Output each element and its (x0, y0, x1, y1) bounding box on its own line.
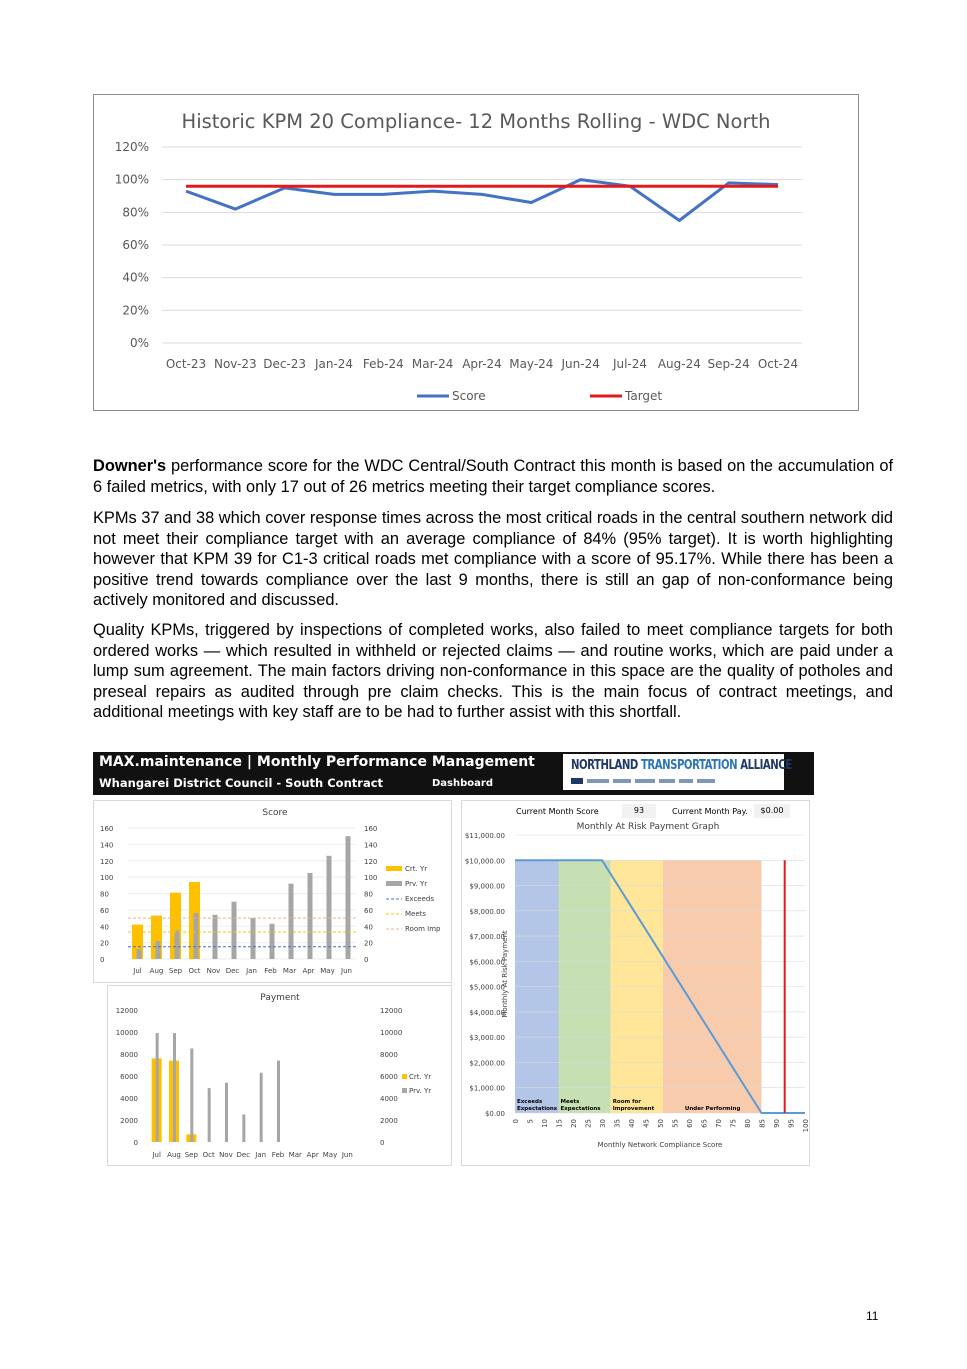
payment-bar-prvyr (260, 1073, 263, 1142)
payment-y-tick-left: 12000 (115, 1007, 138, 1015)
payment-y-tick-right: 6000 (380, 1073, 398, 1081)
payment-legend-swatch (402, 1074, 407, 1079)
score-x-tick: Aug (149, 967, 164, 975)
score-y-tick-left: 140 (100, 841, 114, 850)
score-y-tick-right: 60 (364, 906, 373, 915)
risk-x-tick: 80 (744, 1119, 752, 1128)
risk-x-tick: 60 (686, 1119, 694, 1128)
score-bar-prvyr (270, 924, 275, 959)
score-x-tick: Mar (282, 967, 297, 975)
score-legend-label: Meets (405, 910, 427, 918)
payment-legend-swatch (402, 1088, 407, 1093)
payment-x-tick: Apr (306, 1151, 319, 1159)
x-tick-label: May-24 (509, 357, 554, 371)
payment-y-tick-right: 2000 (380, 1117, 398, 1125)
risk-x-axis-label: Monthly Network Compliance Score (597, 1141, 723, 1149)
legend-label-score: Score (452, 389, 486, 403)
risk-x-tick: 20 (570, 1119, 578, 1128)
payment-bar-prvyr (156, 1033, 159, 1142)
dashboard-tag: Dashboard (432, 778, 493, 789)
risk-zone-label: Improvement (612, 1106, 655, 1112)
risk-x-tick: 50 (657, 1119, 665, 1128)
risk-y-tick: $0.00 (484, 1110, 505, 1118)
payment-x-tick: Feb (271, 1151, 285, 1159)
payment-bar-prvyr (225, 1083, 228, 1142)
risk-zone-label: Expectations (560, 1106, 601, 1112)
y-tick-label: 20% (122, 303, 149, 318)
x-tick-label: Sep-24 (707, 357, 750, 371)
score-panel (93, 800, 452, 983)
risk-x-tick: 30 (599, 1119, 607, 1128)
payment-panel (107, 985, 452, 1166)
score-legend-label: Crt. Yr (405, 865, 428, 873)
risk-y-tick: $1,000.00 (469, 1084, 505, 1093)
current-month-score-label: Current Month Score (516, 807, 599, 816)
risk-x-tick: 55 (671, 1119, 680, 1128)
current-month-pay-value: $0.00 (754, 804, 790, 818)
score-chart-title: Score (262, 808, 288, 818)
risk-zone-label: Expectations (517, 1106, 558, 1112)
payment-chart-svg (108, 986, 451, 1165)
score-x-tick: Oct (188, 967, 201, 975)
score-bar-prvyr (327, 856, 332, 959)
score-y-tick-right: 100 (364, 874, 378, 883)
risk-y-tick: $10,000.00 (464, 857, 505, 866)
y-tick-label: 60% (122, 238, 149, 252)
risk-y-tick: $3,000.00 (469, 1034, 505, 1043)
risk-y-tick: $8,000.00 (469, 907, 505, 916)
score-x-tick: Apr (302, 967, 315, 975)
payment-y-tick-left: 10000 (115, 1029, 138, 1037)
risk-zone-label: Room for (612, 1099, 642, 1105)
payment-legend-label: Prv. Yr (409, 1087, 432, 1095)
score-bar-prvyr (289, 884, 294, 959)
payment-x-tick: Mar (288, 1151, 302, 1159)
score-bar-prvyr (251, 918, 256, 959)
score-x-tick: Jun (341, 967, 352, 975)
current-month-score-value: 93 (622, 804, 656, 818)
dashboard-title: MAX.maintenance | Monthly Performance Management (99, 754, 535, 770)
x-tick-label: Oct-24 (757, 357, 799, 371)
payment-x-tick: Oct (202, 1151, 215, 1159)
payment-bar-prvyr (277, 1061, 280, 1142)
score-bar-prvyr (232, 902, 237, 959)
payment-y-tick-left: 2000 (120, 1117, 138, 1125)
payment-x-tick: Sep (184, 1151, 198, 1159)
score-y-tick-left: 100 (100, 874, 114, 883)
payment-bar-prvyr (190, 1049, 193, 1143)
risk-chart-svg (462, 819, 809, 1165)
risk-y-tick: $4,000.00 (469, 1008, 505, 1017)
payment-x-tick: Jun (341, 1151, 353, 1159)
score-y-tick-left: 60 (100, 906, 109, 915)
score-y-tick-right: 0 (364, 956, 369, 964)
risk-x-tick: 15 (555, 1119, 564, 1128)
risk-x-tick: 0 (512, 1119, 520, 1124)
risk-x-tick: 25 (584, 1119, 593, 1128)
risk-zone-label: Exceeds (517, 1099, 543, 1105)
logo-word-3: ALLIANCE (740, 758, 792, 773)
payment-bar-prvyr (208, 1088, 211, 1142)
payment-y-tick-left: 4000 (120, 1095, 138, 1103)
payment-y-tick-right: 12000 (380, 1007, 403, 1015)
current-month-pay-label: Current Month Pay. (672, 807, 748, 816)
score-y-tick-left: 20 (100, 939, 109, 948)
paragraph-1-text: performance score for the WDC Central/South Contract this month is based on the accumulation of 6 failed metrics, with only 17 out of 26 metrics meeting their target compliance scores. (93, 457, 893, 496)
logo-word-1: NORTHLAND (571, 758, 638, 773)
score-legend-label: Prv. Yr (405, 880, 428, 888)
score-y-tick-right: 20 (364, 939, 373, 948)
payment-y-tick-left: 8000 (120, 1051, 138, 1059)
logo-wordmark (571, 758, 792, 773)
y-tick-label: 120% (114, 140, 149, 154)
score-y-tick-right: 40 (364, 923, 373, 932)
score-y-tick-left: 40 (100, 923, 109, 932)
payment-x-tick: Dec (236, 1151, 251, 1159)
x-tick-label: Jan-24 (314, 357, 354, 371)
score-chart-svg (94, 801, 451, 982)
score-x-tick: Jul (133, 967, 142, 975)
risk-x-tick: 5 (526, 1119, 535, 1124)
payment-x-tick: May (322, 1151, 338, 1159)
payment-y-tick-left: 6000 (120, 1073, 138, 1081)
logo-word-2: TRANSPORTATION (640, 758, 738, 773)
payment-bar-prvyr (242, 1115, 245, 1143)
y-tick-label: 0% (129, 336, 149, 350)
risk-y-tick: $6,000.00 (469, 958, 505, 967)
risk-x-tick: 45 (642, 1119, 651, 1128)
kpm20-chart-svg (94, 95, 858, 410)
payment-y-tick-right: 10000 (380, 1029, 403, 1037)
score-y-tick-right: 140 (364, 841, 378, 850)
payment-chart-title: Payment (260, 993, 300, 1003)
legend-label-target: Target (625, 389, 663, 403)
x-tick-label: Nov-23 (213, 357, 257, 371)
score-legend-swatch (386, 881, 402, 886)
risk-x-tick: 75 (729, 1119, 738, 1128)
score-y-tick-left: 160 (100, 825, 114, 833)
risk-x-tick: 10 (541, 1119, 549, 1128)
risk-x-tick: 95 (787, 1119, 796, 1128)
y-tick-label: 40% (122, 270, 149, 285)
payment-x-tick: Aug (167, 1151, 181, 1159)
score-bar-prvyr (346, 836, 351, 959)
risk-y-tick: $5,000.00 (469, 983, 505, 992)
x-tick-label: Mar-24 (411, 357, 454, 371)
risk-y-tick: $2,000.00 (469, 1059, 505, 1068)
payment-x-tick: Nov (219, 1151, 233, 1159)
x-tick-label: Jun-24 (561, 357, 600, 371)
risk-zone-label: Under Performing (684, 1106, 741, 1112)
score-x-tick: May (320, 967, 335, 975)
payment-y-tick-right: 8000 (380, 1051, 398, 1059)
score-bar-prvyr (175, 930, 180, 959)
score-bar-prvyr (194, 913, 199, 959)
score-y-tick-left: 80 (100, 890, 109, 899)
x-tick-label: Aug-24 (657, 357, 701, 371)
dashboard-subtitle: Whangarei District Council - South Contract (99, 776, 384, 790)
score-bar-prvyr (308, 873, 313, 959)
risk-y-tick: $9,000.00 (469, 882, 505, 891)
risk-x-tick: 40 (628, 1119, 636, 1128)
partner-logos-strip (571, 776, 741, 786)
score-x-tick: Nov (206, 967, 221, 975)
risk-x-tick: 70 (715, 1119, 723, 1128)
payment-x-tick: Jan (255, 1151, 267, 1159)
downer-name: Downer's (93, 457, 167, 475)
payment-bar-prvyr (173, 1033, 176, 1142)
y-tick-label: 100% (114, 172, 149, 187)
x-tick-label: Apr-24 (462, 357, 502, 371)
risk-y-tick: $7,000.00 (469, 933, 505, 942)
payment-y-tick-right: 0 (380, 1139, 385, 1147)
x-tick-label: Jul-24 (612, 357, 648, 371)
score-legend-label: Room Imp (405, 925, 441, 933)
score-x-tick: Sep (168, 967, 183, 975)
risk-x-tick: 35 (613, 1119, 622, 1128)
kpm20-compliance-chart (93, 94, 859, 411)
risk-x-tick: 90 (773, 1119, 781, 1128)
northland-alliance-logo (563, 754, 792, 790)
risk-x-tick: 85 (758, 1119, 767, 1128)
risk-y-axis-label: Monthly At Risk Payment (501, 930, 509, 1018)
paragraph-downer-performance (93, 456, 893, 497)
payment-x-tick: Jul (152, 1151, 161, 1159)
score-y-tick-left: 0 (100, 956, 105, 964)
paragraph-kpm-37-38: KPMs 37 and 38 which cover response times across the most critical roads in the central southern network did not meet their compliance target with an average compliance of 84% (95% target). It is worth highlighting however that KPM 39 for C1-3 critical roads met compliance with a score of 95.17%. While there has been a positive trend towards compliance over the last 9 months, there is still an gap of non-conformance being actively monitored and discussed. (93, 509, 893, 610)
risk-x-tick: 100 (802, 1119, 810, 1133)
score-y-tick-right: 80 (364, 890, 373, 899)
risk-payment-panel (461, 800, 810, 1166)
score-y-tick-right: 120 (364, 857, 378, 866)
payment-y-tick-right: 4000 (380, 1095, 398, 1103)
paragraph-quality-kpms: Quality KPMs, triggered by inspections of completed works, also failed to meet compliance targets for both ordered works — which resulted in withheld or rejected claims — and routine works, which are paid under a lump sum agreement. The main factors driving non-conformance in this space are the quality of potholes and preseal repairs as audited through pre claim checks. This is the main focus of contract meetings, and additional meetings with key staff are to be had to further assist with this shortfall. (93, 621, 893, 722)
risk-zone-label: Meets (560, 1099, 580, 1105)
score-y-tick-right: 160 (364, 825, 378, 833)
score-x-tick: Jan (246, 967, 257, 975)
risk-chart-title: Monthly At Risk Payment Graph (576, 822, 720, 832)
score-y-tick-left: 120 (100, 857, 114, 866)
score-bar-prvyr (137, 949, 142, 959)
x-tick-label: Oct-23 (165, 357, 207, 371)
score-legend-label: Exceeds (405, 895, 434, 903)
payment-legend-label: Crt. Yr (409, 1073, 432, 1081)
score-x-tick: Dec (225, 967, 240, 975)
score-x-tick: Feb (264, 967, 277, 975)
risk-x-tick: 65 (700, 1119, 709, 1128)
payment-y-tick-left: 0 (133, 1139, 138, 1147)
x-tick-label: Feb-24 (362, 357, 404, 371)
dashboard-header (93, 752, 814, 795)
x-tick-label: Dec-23 (263, 357, 307, 371)
page-number: 11 (866, 1309, 879, 1323)
chart-title: Historic KPM 20 Compliance- 12 Months Rolling - WDC North (181, 110, 771, 133)
score-bar-prvyr (156, 941, 161, 959)
y-tick-label: 80% (122, 205, 149, 220)
score-legend-swatch (386, 866, 402, 871)
score-bar-prvyr (213, 915, 218, 959)
risk-y-tick: $11,000.00 (464, 832, 505, 840)
performance-dashboard (93, 752, 814, 1166)
